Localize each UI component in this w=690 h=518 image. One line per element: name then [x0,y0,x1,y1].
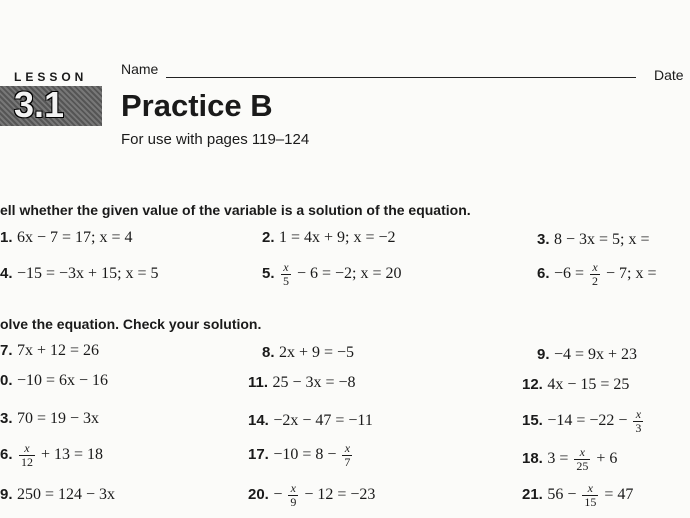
problem-equation: 56 − [547,485,577,503]
fraction: $\frac{x}{5}$ [282,260,289,288]
problem-number: 21. [522,485,543,503]
fraction: $\frac{x}{3}$ [635,407,642,435]
problem-equation: − 6 = −2; x = 20 [296,264,402,282]
fraction: $\frac{x}{7}$ [344,441,351,469]
problem-6 [537,261,657,287]
problem-equation: −2x − 47 = −11 [273,412,373,429]
date-label: Date [654,67,684,83]
problem-number: 8. [262,344,275,361]
problem-number: 14. [248,412,269,429]
problem-number: 6. [537,264,550,282]
problem-8 [262,344,354,362]
problem-number: 12. [522,376,543,393]
problem-number: 9. [0,486,13,503]
problem-equation: − 12 = −23 [304,485,376,503]
problem-equation: 3 = [547,449,569,467]
page-subtitle: For use with pages 119–124 [121,131,310,148]
problem-19 [0,486,115,504]
problem-10 [0,372,108,390]
problem-1 [0,229,132,247]
problem-18 [522,446,617,472]
problem-2 [262,229,396,247]
problem-equation: 250 = 124 − 3x [16,486,116,503]
problem-15 [522,408,645,434]
problem-equation: + 13 = 18 [40,445,104,463]
problem-11 [248,374,356,392]
problem-number: 15. [522,411,543,429]
problem-number: 6. [0,445,13,463]
problem-equation: −4 = 9x + 23 [553,346,638,363]
problem-9 [537,346,637,364]
page-title: Practice B [121,88,273,123]
problem-number: 18. [522,449,543,467]
problem-17 [248,442,354,468]
problem-number: 3. [537,231,550,248]
lesson-number: 3.1 [14,84,65,125]
problem-equation: 6x − 7 = 17; x = 4 [16,229,133,246]
problem-equation: 25 − 3x = −8 [272,374,356,391]
problem-number: 3. [0,410,13,427]
problem-equation: 8 − 3x = 5; x = [553,231,650,248]
problem-equation: −10 = 8 − [273,445,337,463]
problem-equation: −6 = [553,264,585,282]
fraction: $\frac{x}{9}$ [290,481,297,509]
problem-number: 4. [0,265,13,282]
problem-number: 11. [248,374,269,391]
problem-5 [262,261,402,287]
fraction: $\frac{x}{15}$ [584,481,597,509]
problem-number: 20. [248,485,269,503]
name-field-line [166,77,636,78]
problem-7 [0,342,99,360]
problem-number: 5. [262,264,275,282]
problem-equation: + 6 [596,449,618,467]
problem-equation: − 7; x = [606,264,657,282]
name-label: Name [121,61,159,77]
problem-equation: −10 = 6x − 16 [16,372,109,389]
problem-equation: 1 = 4x + 9; x = −2 [278,229,396,246]
problem-number: 0. [0,372,13,389]
problem-14 [248,412,373,430]
problem-16 [0,442,103,468]
section2-instruction: olve the equation. Check your solution. [0,316,262,332]
problem-21 [522,482,633,508]
problem-4 [0,265,159,283]
problem-equation: 70 = 19 − 3x [16,410,100,427]
problem-equation: − [273,485,283,503]
problem-number: 1. [0,229,13,246]
problem-13 [0,410,99,428]
fraction: $\frac{x}{25}$ [576,445,589,473]
problem-equation: = 47 [604,485,634,503]
problem-3 [537,231,649,249]
problem-number: 9. [537,346,550,363]
section1-instruction: ell whether the given value of the variable is a solution of the equation. [0,202,471,218]
problem-number: 7. [0,342,13,359]
fraction: $\frac{x}{12}$ [20,441,33,469]
lesson-label: LESSON [14,70,88,84]
problem-12 [522,376,629,394]
fraction: $\frac{x}{2}$ [592,260,599,288]
problem-equation: 7x + 12 = 26 [16,342,100,359]
problem-equation: 2x + 9 = −5 [278,344,355,361]
problem-number: 17. [248,445,269,463]
problem-equation: 4x − 15 = 25 [547,376,630,393]
problem-equation: −14 = −22 − [547,411,628,429]
problem-equation: −15 = −3x + 15; x = 5 [16,265,159,282]
problem-20 [248,482,375,508]
problem-number: 2. [262,229,275,246]
